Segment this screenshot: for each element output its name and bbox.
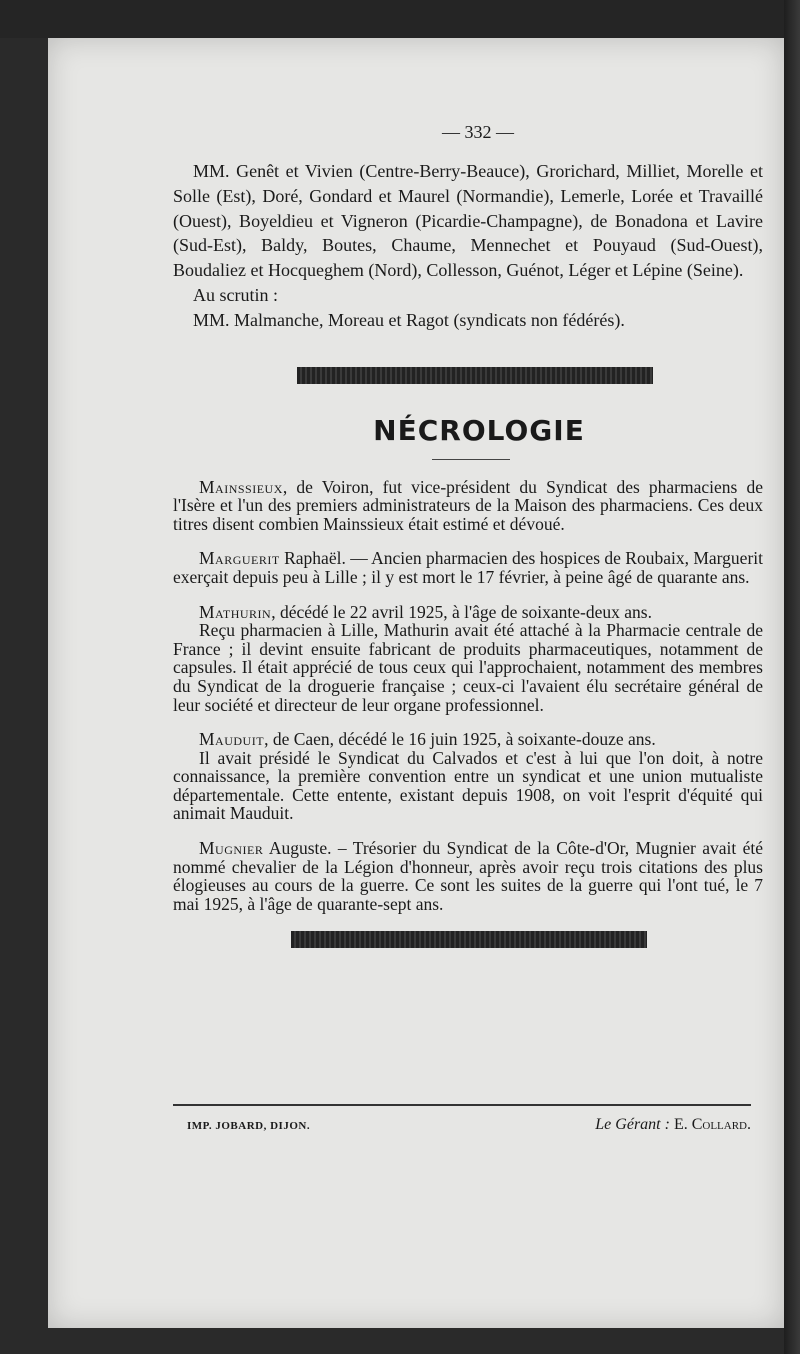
page-content xyxy=(173,122,763,948)
obituary-name: Mugnier xyxy=(199,838,264,859)
obituary-entry xyxy=(173,839,763,913)
page-number: — 332 — xyxy=(442,122,514,142)
manager-name: E. Collard. xyxy=(673,1116,751,1133)
printer-imprint: IMP. JOBARD, DIJON. xyxy=(187,1120,311,1132)
obituary-extra: Il avait présidé le Syndicat du Calvados et c'est à lui que l'on doit, à notre connaissance, la première convention entre un syndicat et une union mutualiste départementale. Cette entente, existant depuis 1908, on voit l'esprit d'équité qui animait Mauduit. xyxy=(173,747,763,824)
section-title: NÉCROLOGIE xyxy=(373,413,585,447)
obituary-extra: Reçu pharmacien à Lille, Mathurin avait été attaché à la Pharmacie centrale de France ; il devint ensuite fabricant de produits pharmaceutiques, notamment de capsules. Il était apprécié de tous ceux qui l'approchaient, notamment des membres du Syndicat de la droguerie française ; ceux-ci l'avaient élu secrétaire général de leur société et directeur de leur organe professionnel. xyxy=(173,620,763,715)
title-underline xyxy=(432,459,510,460)
obituary-text: Raphaël. — Ancien pharmacien des hospices de Roubaix, Marguerit exerçait depuis peu à Lille ; il y est mort le 17 février, à peine âgé de quarante ans. xyxy=(173,548,763,587)
decorative-rule-bottom xyxy=(291,931,647,948)
obituary-text: Auguste. – Trésorier du Syndicat de la Côte-d'Or, Mugnier avait été nommé chevalier de la Légion d'honneur, après avoir reçu trois citations des plus élogieuses au cours de la guerre. Ce sont les suites de la guerre qui l'ont tué, le 7 mai 1925, à l'âge de quarante-sept ans. xyxy=(173,838,763,914)
intro-paragraph: Au scrutin : xyxy=(193,284,278,305)
obituary-name: Mauduit xyxy=(199,729,265,750)
obituary-entry xyxy=(173,549,763,586)
obituary-entry xyxy=(173,603,763,715)
obituary-name: Mathurin xyxy=(199,601,272,622)
manager-credit xyxy=(595,1116,751,1134)
scan-background-top xyxy=(0,0,800,38)
obituary-text: , de Voiron, fut vice-président du Syndicat des pharmaciens de l'Isère et l'un des premiers administrateurs de la Maison des pharmaciens. Ces deux titres disent combien Mainssieux était estimé et dévoué. xyxy=(173,476,763,534)
obituary-name: Mainssieux xyxy=(199,476,283,497)
obituary-entry xyxy=(173,730,763,823)
obituary-entry xyxy=(173,478,763,534)
manager-label: Le Gérant : xyxy=(595,1116,670,1133)
obituary-text: , de Caen, décédé le 16 juin 1925, à soixante-douze ans. xyxy=(264,729,656,750)
obituary-text: , décédé le 22 avril 1925, à l'âge de soixante-deux ans. xyxy=(271,601,652,622)
page-footer xyxy=(173,1104,751,1134)
obituary-name: Marguerit xyxy=(199,548,280,569)
decorative-rule-top xyxy=(297,367,653,384)
intro-paragraph: MM. Genêt et Vivien (Centre-Berry-Beauce), Grorichard, Milliet, Morelle et Solle (Est), Doré, Gondard et Maurel (Normandie), Lemerle, Lorée et Travaillé (Ouest), Boyeldieu et Vigneron (Picardie-Champagne), de Bonadona et Lavire (Sud-Est), Baldy, Boutes, Chaume, Mennechet et Pouyaud (Sud-Ouest), Boudaliez et Hocqueghem (Nord), Collesson, Guénot, Léger et Lépine (Seine). xyxy=(173,161,763,281)
scan-background-right xyxy=(784,0,800,1354)
intro-paragraph: MM. Malmanche, Moreau et Ragot (syndicats non fédérés). xyxy=(193,309,625,330)
intro-section xyxy=(173,159,763,333)
